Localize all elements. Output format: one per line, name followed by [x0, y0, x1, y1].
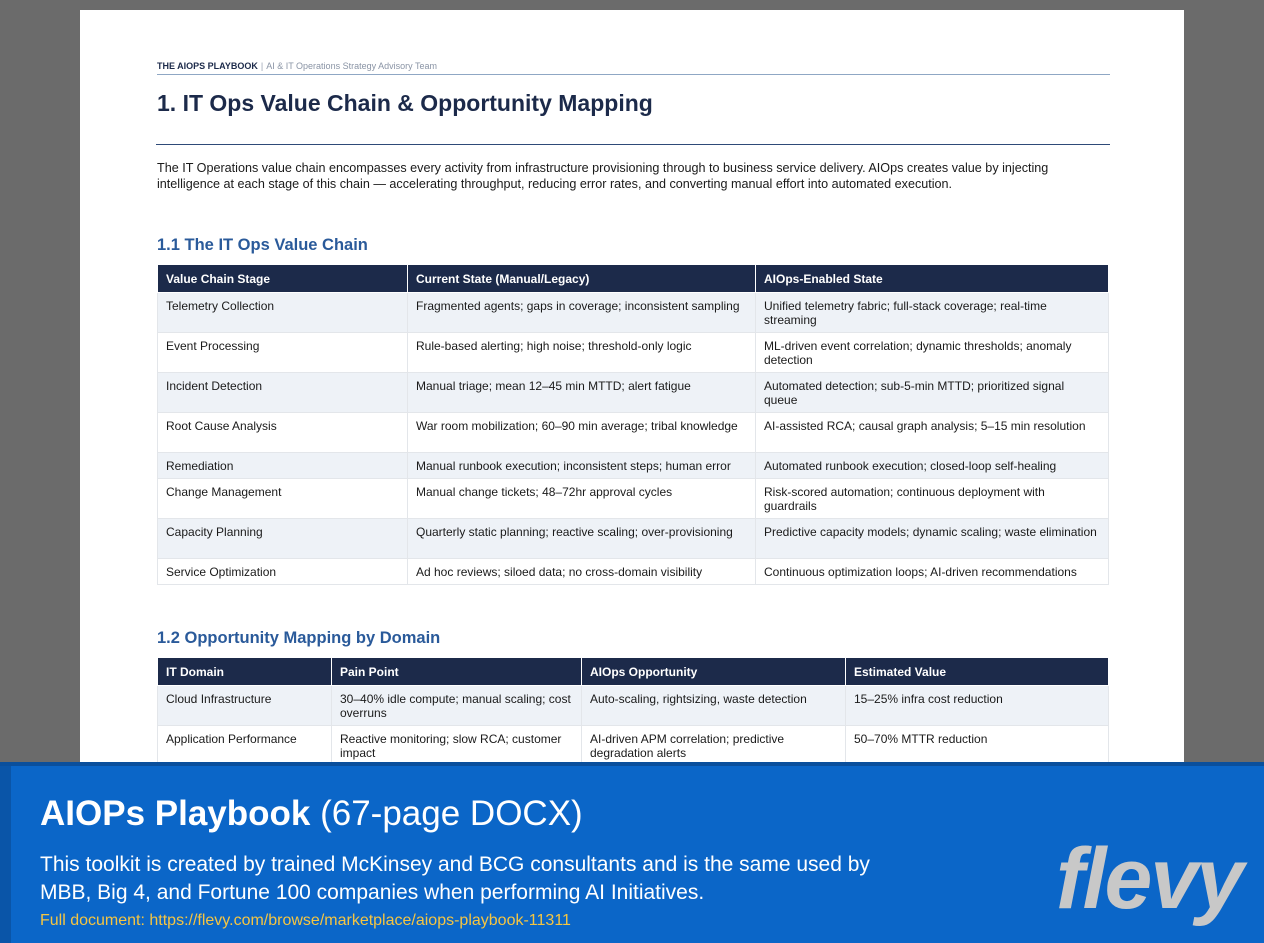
table-cell: Event Processing [158, 333, 408, 373]
table-cell: 30–40% idle compute; manual scaling; cost overruns [332, 686, 582, 726]
title-divider [156, 144, 1110, 145]
table-row [158, 479, 1109, 519]
banner-title-main: AIOPs Playbook [40, 794, 311, 833]
banner-title [40, 794, 583, 834]
table-row [158, 559, 1109, 585]
table-cell: Capacity Planning [158, 519, 408, 559]
intro-paragraph: The IT Operations value chain encompasses every activity from infrastructure provisioning through to business service delivery. AIOps creates value by injecting intelligence at each stage of this chain — accelerating throughput, reducing error rates, and converting manual effort into automated execution. [157, 161, 1049, 191]
column-header: Value Chain Stage [158, 265, 408, 293]
running-header [157, 61, 1110, 75]
table-cell: Service Optimization [158, 559, 408, 585]
table-cell: 15–25% infra cost reduction [846, 686, 1109, 726]
header-brand: THE AIOPS PLAYBOOK [157, 61, 258, 71]
table-cell: Manual change tickets; 48–72hr approval cycles [408, 479, 756, 519]
table-cell: Automated detection; sub-5-min MTTD; prioritized signal queue [756, 373, 1109, 413]
table-row [158, 726, 1109, 766]
flevy-logo[interactable] [1056, 831, 1243, 927]
column-header: IT Domain [158, 658, 332, 686]
table-cell: Risk-scored automation; continuous deployment with guardrails [756, 479, 1109, 519]
logo-text: flevy [1056, 831, 1243, 927]
table-cell: Root Cause Analysis [158, 413, 408, 453]
table-cell: Automated runbook execution; closed-loop self-healing [756, 453, 1109, 479]
column-header: AIOps-Enabled State [756, 265, 1109, 293]
table-cell: Manual triage; mean 12–45 min MTTD; alert fatigue [408, 373, 756, 413]
table-cell: Telemetry Collection [158, 293, 408, 333]
table-cell: AI-driven APM correlation; predictive degradation alerts [582, 726, 846, 766]
table-row [158, 293, 1109, 333]
table-cell: 50–70% MTTR reduction [846, 726, 1109, 766]
value-chain-heading: 1.1 The IT Ops Value Chain [157, 236, 368, 254]
table-cell: Reactive monitoring; slow RCA; customer impact [332, 726, 582, 766]
promo-banner [0, 762, 1264, 943]
column-header: Current State (Manual/Legacy) [408, 265, 756, 293]
document-page [80, 10, 1184, 770]
table-header-row [158, 265, 1109, 293]
column-header: AIOps Opportunity [582, 658, 846, 686]
table-row [158, 333, 1109, 373]
table-row [158, 686, 1109, 726]
table-cell: War room mobilization; 60–90 min average; tribal knowledge [408, 413, 756, 453]
opportunity-table [157, 657, 1109, 766]
table-cell: AI-assisted RCA; causal graph analysis; 5–15 min resolution [756, 413, 1109, 453]
table-cell: Fragmented agents; gaps in coverage; inconsistent sampling [408, 293, 756, 333]
table-cell: Auto-scaling, rightsizing, waste detection [582, 686, 846, 726]
table-cell: Cloud Infrastructure [158, 686, 332, 726]
table-cell: Ad hoc reviews; siloed data; no cross-domain visibility [408, 559, 756, 585]
value-chain-table [157, 264, 1109, 585]
table-cell: Quarterly static planning; reactive scaling; over-provisioning [408, 519, 756, 559]
table-cell: Continuous optimization loops; AI-driven recommendations [756, 559, 1109, 585]
table-header-row [158, 658, 1109, 686]
table-row [158, 453, 1109, 479]
table-row [158, 413, 1109, 453]
banner-title-suffix: (67-page DOCX) [310, 794, 583, 833]
table-cell: Predictive capacity models; dynamic scaling; waste elimination [756, 519, 1109, 559]
table-row [158, 373, 1109, 413]
table-row [158, 519, 1109, 559]
table-cell: ML-driven event correlation; dynamic thresholds; anomaly detection [756, 333, 1109, 373]
column-header: Pain Point [332, 658, 582, 686]
document-link[interactable]: Full document: https://flevy.com/browse/marketplace/aiops-playbook-11311 [40, 912, 571, 929]
table-cell: Remediation [158, 453, 408, 479]
table-cell: Application Performance [158, 726, 332, 766]
table-cell: Change Management [158, 479, 408, 519]
table-cell: Unified telemetry fabric; full-stack coverage; real-time streaming [756, 293, 1109, 333]
column-header: Estimated Value [846, 658, 1109, 686]
table-cell: Rule-based alerting; high noise; threshold-only logic [408, 333, 756, 373]
header-separator: | [260, 61, 264, 71]
banner-edge [0, 766, 11, 943]
opportunity-heading: 1.2 Opportunity Mapping by Domain [157, 629, 441, 647]
table-cell: Incident Detection [158, 373, 408, 413]
banner-description: This toolkit is created by trained McKinsey and BCG consultants and is the same used by MBB, Big 4, and Fortune 100 companies when performing AI Initiatives. [40, 853, 870, 904]
table-cell: Manual runbook execution; inconsistent steps; human error [408, 453, 756, 479]
header-team: AI & IT Operations Strategy Advisory Team [266, 61, 437, 71]
section-title: 1. IT Ops Value Chain & Opportunity Mapping [157, 90, 653, 116]
